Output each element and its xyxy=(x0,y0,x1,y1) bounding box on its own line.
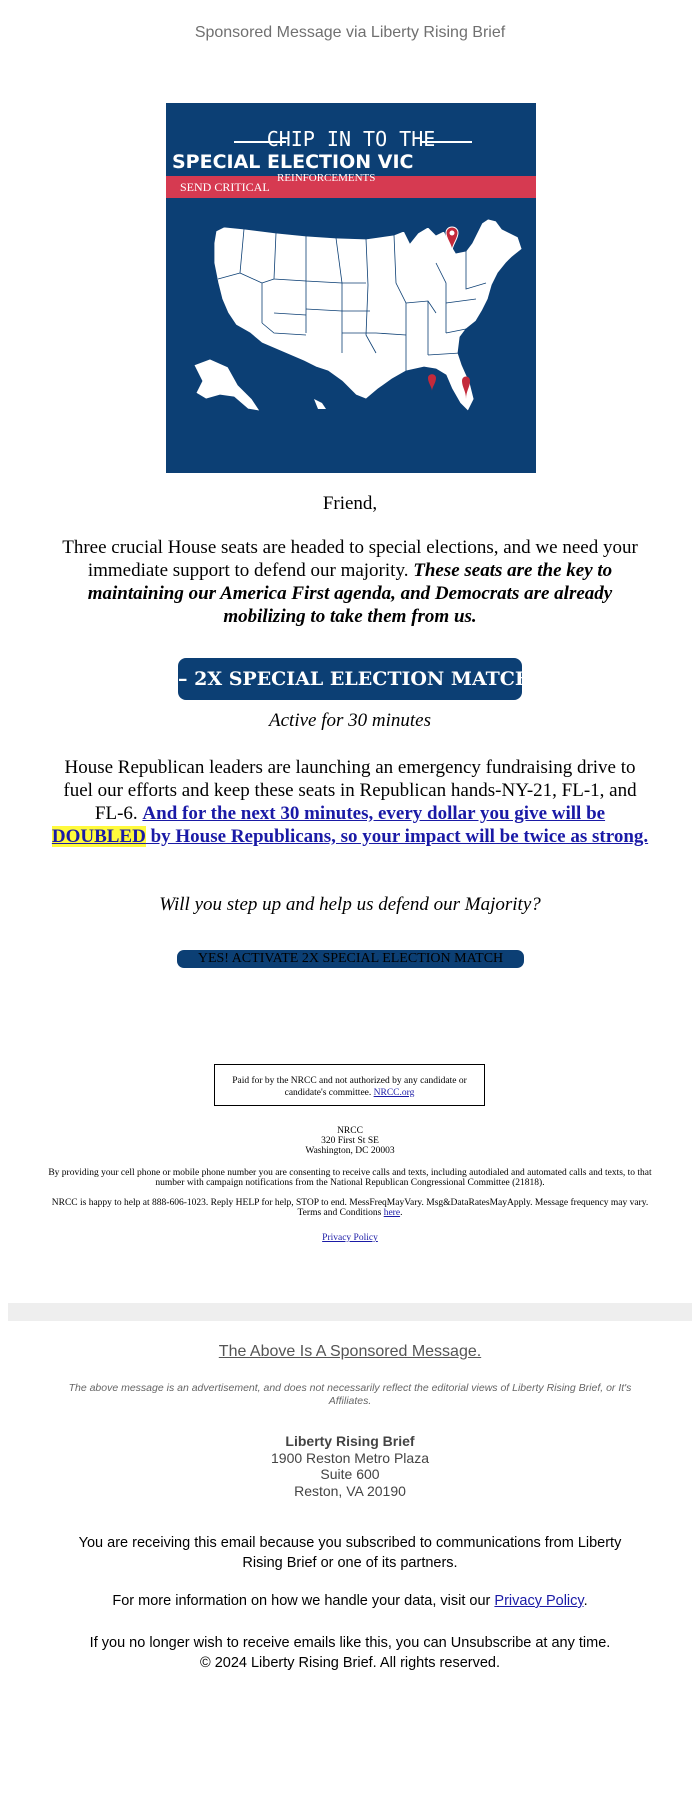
us-map-icon xyxy=(166,103,536,473)
nrcc-org: NRCC xyxy=(337,1126,363,1136)
hero-band-text-secondary: REINFORCEMENTS xyxy=(277,172,376,184)
editorial-disclaimer: The above message is an advertisement, and does not necessarily reflect the editorial views of Liberty Rising Brief, or It's Affiliates. xyxy=(68,1382,632,1407)
footer-privacy-policy-link[interactable]: Privacy Policy xyxy=(494,1593,584,1609)
sms-help: NRCC is happy to help at 888-606-1023. Reply HELP for help, STOP to end. MessFreqMayVary. Msg&DataRatesMayApply. Message frequency may vary. Terms and Conditions here. xyxy=(51,1198,649,1218)
hero-title: CHIP IN TO THE xyxy=(266,127,436,151)
nrcc-link[interactable]: NRCC.org xyxy=(373,1088,415,1098)
match-button[interactable]: – 2X SPECIAL ELECTION MATCH- xyxy=(178,658,522,700)
doubled-link[interactable]: And for the next 30 minutes, every dollar you give will be DOUBLED by House Republicans, so your impact will be twice as strong. xyxy=(51,803,649,847)
doubled-highlight: DOUBLED xyxy=(51,826,146,847)
unsubscribe-text[interactable]: If you no longer wish to receive emails like this, you can Unsubscribe at any time. xyxy=(89,1635,611,1651)
active-note: Active for 30 minutes xyxy=(269,710,431,731)
sponsor-label: Sponsored Message via Liberty Rising Brief xyxy=(194,24,506,41)
publisher-name: Liberty Rising Brief xyxy=(285,1433,415,1449)
publisher-address-1: 1900 Reston Metro Plaza xyxy=(271,1450,429,1466)
publisher-address-2: Suite 600 xyxy=(320,1466,380,1482)
data-policy-note: For more information on how we handle your data, visit our Privacy Policy. xyxy=(112,1593,588,1609)
sms-consent: By providing your cell phone or mobile phone number you are consenting to receive calls and texts, including autodialed and automated calls and texts, to that number with campaign notifications from the National Republican Congressional Committee (21818). xyxy=(48,1168,652,1188)
privacy-policy-link[interactable]: Privacy Policy xyxy=(322,1233,378,1243)
section-divider xyxy=(8,1303,692,1321)
question: Will you step up and help us defend our Majority? xyxy=(159,894,541,915)
activate-match-button[interactable]: YES! ACTIVATE 2X SPECIAL ELECTION MATCH xyxy=(177,950,524,968)
privacy-policy-small xyxy=(0,1233,700,1243)
nrcc-city: Washington, DC 20003 xyxy=(305,1146,395,1156)
terms-link[interactable]: here xyxy=(383,1208,401,1218)
nrcc-address xyxy=(0,1126,700,1156)
hero-image[interactable] xyxy=(166,103,536,473)
unsubscribe-notice xyxy=(0,1633,700,1673)
copyright: © 2024 Liberty Rising Brief. All rights reserved. xyxy=(199,1655,500,1671)
hero-subtitle: SPECIAL ELECTION VIC xyxy=(172,151,414,173)
publisher-address-3: Reston, VA 20190 xyxy=(294,1483,406,1499)
sponsored-message-link[interactable]: The Above Is A Sponsored Message. xyxy=(218,1343,482,1360)
greeting: Friend, xyxy=(322,493,378,514)
intro-paragraph xyxy=(48,536,652,628)
subscription-notice: You are receiving this email because you subscribed to communications from Liberty Rising Brief or one of its partners. xyxy=(78,1535,622,1571)
intro-text: Three crucial House seats are headed to special elections, and we need your immediate support to defend our majority. xyxy=(62,537,638,581)
paid-for-disclaimer: Paid for by the NRCC and not authorized by any candidate or candidate's committee. NRCC.org xyxy=(214,1064,485,1106)
nrcc-street: 320 First St SE xyxy=(321,1136,379,1146)
appeal-paragraph xyxy=(48,756,652,848)
intro-emphasis: These seats are the key to maintaining our America First agenda, and Democrats are already mobilizing to take them from us. xyxy=(87,560,613,627)
hero-band-text: SEND CRITICAL xyxy=(180,180,270,194)
appeal-text: House Republican leaders are launching an emergency fundraising drive to fuel our efforts and keep these seats in Republican hands-NY-21, FL-1, and FL-6. xyxy=(63,757,637,824)
